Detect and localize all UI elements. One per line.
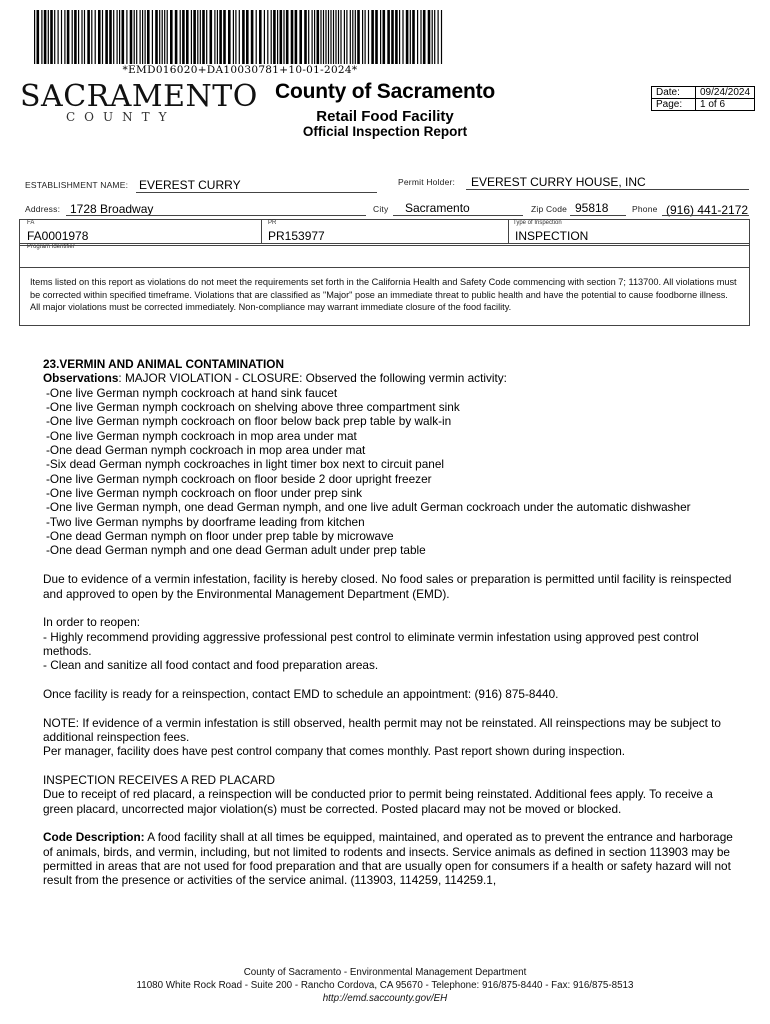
permit-holder-label: Permit Holder:: [398, 177, 456, 187]
placard-text: Due to receipt of red placard, a reinspection will be conducted prior to permit being reinstated. Additional fees apply. To receive a green placard, uncorrected major violation(s) must be corrected. Posted placard may not be moved or blocked.: [43, 787, 713, 816]
fa-value: FA0001978: [27, 229, 89, 243]
list-item: -One live German nymph cockroach on floor under prep sink: [46, 486, 363, 501]
observations: [43, 371, 733, 385]
establishment-label: ESTABLISHMENT NAME:: [25, 180, 129, 190]
footer-line-1: County of Sacramento - Environmental Management Department: [243, 967, 527, 978]
manager-text: Per manager, facility does have pest control company that comes monthly. Past report shown during inspection.: [43, 744, 626, 759]
divider: [261, 219, 262, 244]
list-item: -One dead German nymph on floor under prep table by microwave: [46, 529, 394, 544]
barcode: [34, 10, 446, 64]
city-label: City: [373, 204, 389, 214]
violation-section: [43, 357, 733, 888]
code-text: A food facility shall at all times be equipped, maintained, and operated as to prevent the entrance and harborage of animals, birds, and vermin, including, but not limited to rodents and insects. Service animals as defined in section 113903 may be permitted in areas that are not used for food preparation and that are usually open for consumers if a health or safety hazard will not result from the presence or activities of the service animal. (113903, 114259, 114259.1,: [43, 830, 733, 888]
establishment-value: EVEREST CURRY: [139, 178, 241, 192]
date-page-box: [651, 86, 755, 111]
list-item: -One live German nymph cockroach at hand sink faucet: [46, 385, 338, 400]
report-title: Official Inspection Report: [302, 124, 468, 139]
footer-line-2: 11080 White Rock Road - Suite 200 - Rancho Cordova, CA 95670 - Telephone: 916/875-8440 - Fax: 916/875-8513: [136, 980, 634, 991]
date-value: 09/24/2024: [696, 87, 755, 99]
list-item: -Six dead German nymph cockroaches in light timer box next to circuit panel: [46, 457, 445, 472]
vermin-list: [43, 386, 733, 558]
phone-underline: [662, 215, 749, 216]
observations-label: Observations: [43, 371, 119, 386]
type-value: INSPECTION: [515, 229, 589, 243]
violation-heading: 23.VERMIN AND ANIMAL CONTAMINATION: [43, 357, 284, 371]
pr-label: PR: [268, 220, 277, 226]
address-value: 1728 Broadway: [70, 202, 154, 216]
list-item: -One live German nymph cockroach on shelving above three compartment sink: [46, 400, 460, 415]
page-label: Page:: [652, 99, 696, 111]
list-item: -One dead German nymph and one dead German adult under prep table: [46, 543, 426, 558]
code-description: [43, 830, 733, 887]
observations-text: : MAJOR VIOLATION - CLOSURE: Observed the following vermin activity:: [118, 371, 507, 386]
fa-label: FA: [27, 220, 35, 226]
list-item: -One live German nymph cockroach in mop area under mat: [46, 428, 357, 443]
permit-holder-underline: [466, 189, 749, 190]
date-label: Date:: [652, 87, 696, 99]
list-item: -One live German nymph, one dead German nymph, and one live adult German cockroach under the automatic dishwasher: [46, 500, 691, 515]
reinspection-text: Once facility is ready for a reinspection, contact EMD to schedule an appointment: (916) 875-8440.: [43, 686, 559, 701]
city-value: Sacramento: [405, 201, 470, 215]
list-item: -One live German nymph cockroach on floor beside 2 door upright freezer: [46, 471, 432, 486]
type-label: Type of Inspection: [513, 220, 562, 226]
phone-label: Phone: [632, 204, 658, 214]
footer: [0, 966, 770, 1005]
city-underline: [393, 215, 523, 216]
placard-heading: INSPECTION RECEIVES A RED PLACARD: [43, 772, 276, 787]
list-item: -Two live German nymphs by doorframe leading from kitchen: [46, 514, 365, 529]
address-label: Address:: [25, 204, 61, 214]
pr-value: PR153977: [268, 229, 325, 243]
zip-underline: [570, 215, 626, 216]
reopen-item: - Highly recommend providing aggressive professional pest control to eliminate vermin infestation using approved pest control methods.: [43, 629, 699, 658]
divider: [19, 267, 749, 268]
zip-value: 95818: [575, 201, 609, 215]
divider: [508, 219, 509, 244]
footer-url: http://emd.saccounty.gov/EH: [322, 993, 448, 1004]
closure-text: Due to evidence of a vermin infestation, facility is hereby closed. No food sales or preparation is permitted until facility is reinspected and approved to open by the Environmental Management Department (EMD).: [43, 572, 732, 601]
list-item: -One dead German nymph cockroach in mop area under mat: [46, 443, 366, 458]
violation-notice: Items listed on this report as violations do not meet the requirements set forth in the California Health and Safety Code commencing with section 7; 113700. All violations must be corrected within specified timeframe. Violations that are classified as "Major" pose an immediate threat to public health and have the potential to cause foodborne illness. All major violations must be corrected immediately. Non-compliance may warrant immediate closure of the food facility.: [30, 277, 737, 312]
county-logo: [20, 79, 258, 142]
page-value: 1 of 6: [696, 99, 755, 111]
phone-value: (916) 441-2172: [666, 203, 749, 217]
establishment-underline: [136, 192, 377, 193]
code-label: Code Description:: [43, 830, 145, 845]
barcode-text: *EMD016020+DA10030781+10-01-2024*: [122, 64, 358, 76]
zip-label: Zip Code: [531, 204, 568, 214]
page-title: County of Sacramento: [274, 80, 496, 103]
logo-main-text: SACRAMENTO: [20, 79, 258, 114]
program-identifier-label: Program Identifier: [27, 244, 75, 250]
reopen-heading: In order to reopen:: [43, 615, 141, 630]
permit-holder-value: EVEREST CURRY HOUSE, INC: [471, 175, 646, 189]
logo-sub-text: COUNTY: [66, 110, 176, 124]
list-item: -One live German nymph cockroach on floor below back prep table by walk-in: [46, 414, 452, 429]
facility-id-box: [19, 219, 750, 246]
page-subtitle: Retail Food Facility: [316, 108, 454, 125]
note-text: NOTE: If evidence of a vermin infestation is still observed, health permit may not be reinstated. All reinspections may be subject to additional reinspection fees.: [43, 715, 721, 744]
address-underline: [66, 215, 366, 216]
reopen-item: - Clean and sanitize all food contact and food preparation areas.: [43, 658, 379, 673]
